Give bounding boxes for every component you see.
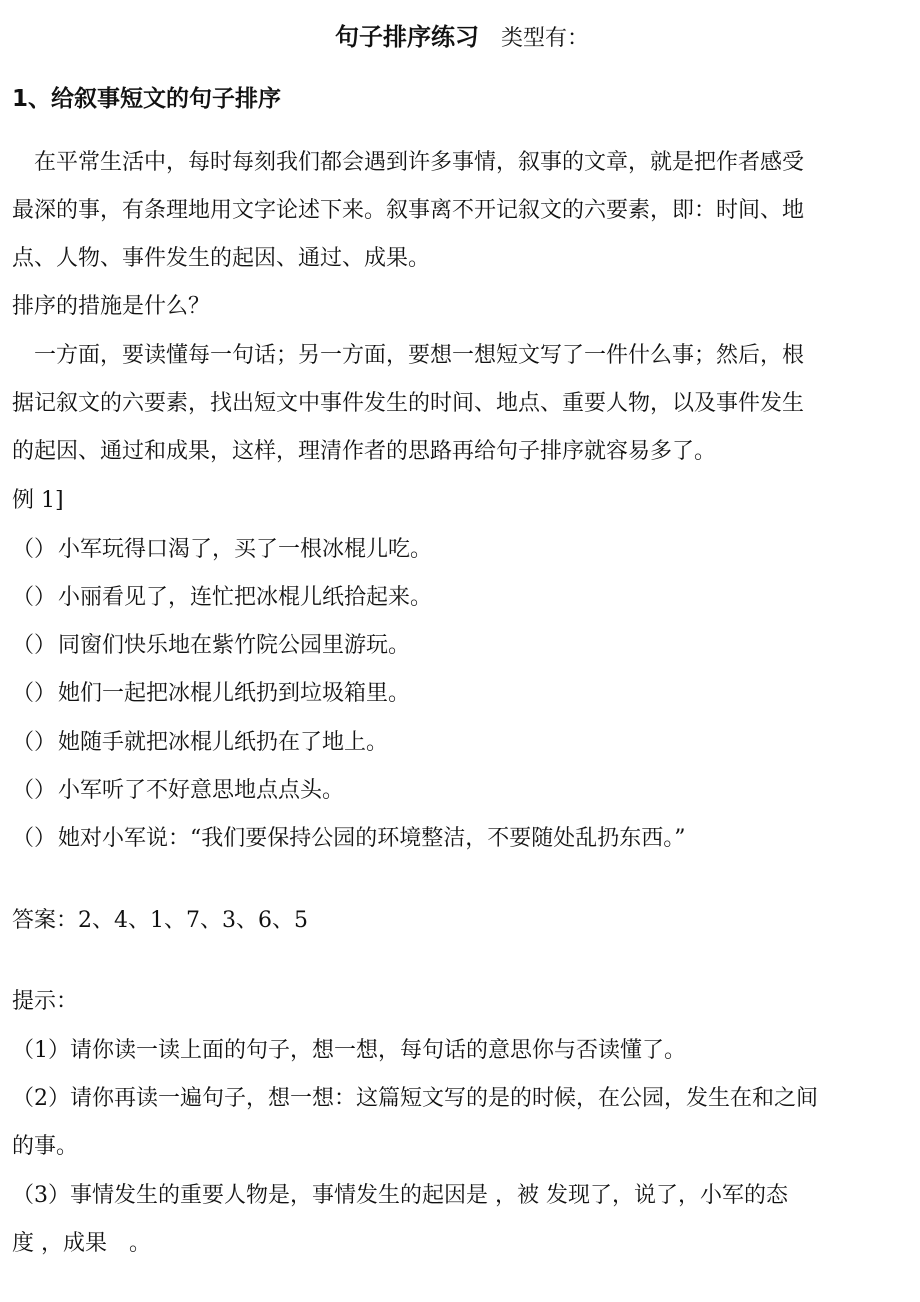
answer-blank: （） (12, 778, 57, 803)
method-line-1: 一方面，要读懂每一句话；另一方面，要想一想短文写了一件什么事；然后，根 (34, 343, 805, 368)
answer-blank: （） (12, 633, 57, 658)
hint-line-3: 的事。 (12, 1134, 79, 1159)
answer-blank: （） (12, 537, 57, 562)
list-item-text: 她对小军说：“我们要保持公园的环境整洁，不要随处乱扔东西。” (58, 826, 686, 851)
list-item (12, 776, 344, 806)
answer-text: 答案：2、4、1、7、3、6、5 (12, 908, 308, 933)
hint-line-2: （2）请你再读一遍句子，想一想：这篇短文写的是的时候，在公园，发生在和之间 (12, 1086, 818, 1111)
list-item-text: 同窗们快乐地在紫竹院公园里游玩。 (58, 633, 411, 658)
example-label: 例 1] (12, 488, 64, 513)
title-main: 句子排序练习 (334, 23, 479, 51)
hint-line-5: 度 ，成果 。 (12, 1231, 151, 1256)
page-title (12, 22, 912, 55)
answer-blank: （） (12, 826, 57, 851)
answer-blank: （） (12, 730, 57, 755)
list-item-text: 她们一起把冰棍儿纸扔到垃圾箱里。 (58, 681, 411, 706)
list-item-text: 小军玩得口渴了，买了一根冰棍儿吃。 (58, 537, 433, 562)
list-item-text: 小丽看见了，连忙把冰棍儿纸拾起来。 (58, 585, 433, 610)
method-line-3: 的起因、通过和成果，这样，理清作者的思路再给句子排序就容易多了。 (12, 439, 717, 464)
hint-line-4: （3）事情发生的重要人物是，事情发生的起因是 ，被 发现了，说了，小军的态 (12, 1183, 788, 1208)
list-item (12, 728, 388, 758)
list-item (12, 535, 432, 565)
list-item (12, 583, 432, 613)
hint-label: 提示： (12, 989, 79, 1014)
method-question: 排序的措施是什么？ (12, 294, 211, 319)
answer-blank: （） (12, 585, 57, 610)
intro-line-2: 最深的事，有条理地用文字论述下来。叙事离不开记叙文的六要素，即：时间、地 (12, 198, 805, 223)
answer-blank: （） (12, 681, 57, 706)
list-item (12, 824, 686, 854)
list-item-text: 她随手就把冰棍儿纸扔在了地上。 (58, 730, 389, 755)
list-item-text: 小军听了不好意思地点点头。 (58, 778, 345, 803)
list-item (12, 631, 410, 661)
method-line-2: 据记叙文的六要素，找出短文中事件发生的时间、地点、重要人物，以及事件发生 (12, 391, 805, 416)
intro-line-3: 点、人物、事件发生的起因、通过、成果。 (12, 246, 431, 271)
intro-line-1: 在平常生活中，每时每刻我们都会遇到许多事情，叙事的文章，就是把作者感受 (34, 150, 805, 175)
section-heading: 1、给叙事短文的句子排序 (12, 86, 282, 112)
list-item (12, 679, 410, 709)
hint-line-1: （1）请你读一读上面的句子，想一想，每句话的意思你与否读懂了。 (12, 1038, 686, 1063)
title-sub: 类型有： (500, 26, 589, 51)
